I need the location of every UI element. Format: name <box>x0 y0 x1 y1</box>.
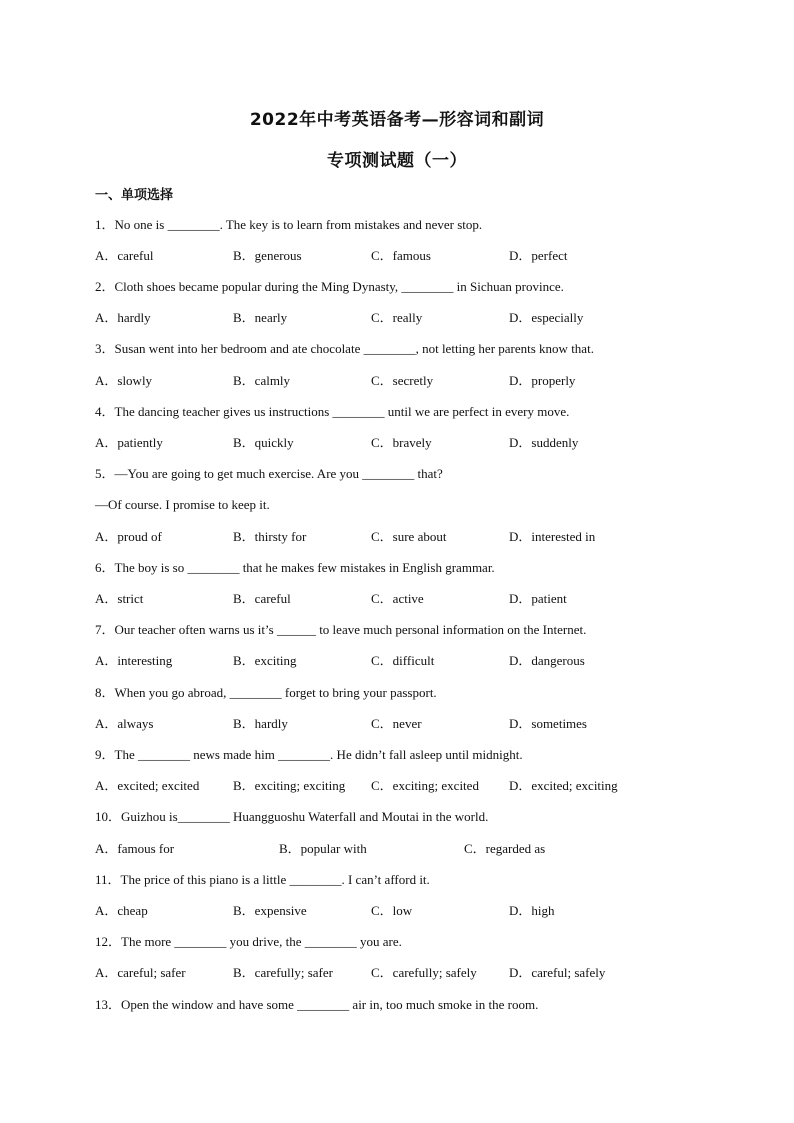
option-d: D．high <box>509 903 555 918</box>
option-c: C．difficult <box>371 653 435 668</box>
option-a: A．interesting <box>95 653 173 668</box>
option-d: D．excited; exciting <box>509 778 618 793</box>
document-title: 2022年中考英语备考—形容词和副词 <box>249 110 545 130</box>
option-c: C．really <box>371 310 423 325</box>
question-10: 10．Guizhou is________ Huangguoshu Waterfall and Moutai in the world. <box>95 809 489 824</box>
option-d: D．perfect <box>509 248 568 263</box>
question-4: 4．The dancing teacher gives us instructions ________ until we are perfect in every move. <box>95 404 570 419</box>
option-d: D．suddenly <box>509 435 579 450</box>
question-1-options <box>95 247 715 265</box>
option-d: D．especially <box>509 310 584 325</box>
option-d: D．dangerous <box>509 653 585 668</box>
question-12: 12．The more ________ you drive, the ________ you are. <box>95 934 402 949</box>
question-6: 6．The boy is so ________ that he makes few mistakes in English grammar. <box>95 560 495 575</box>
option-a: A．careful <box>95 248 154 263</box>
option-c: C．exciting; excited <box>371 778 479 793</box>
option-a: A．cheap <box>95 903 148 918</box>
option-c: C．active <box>371 591 424 606</box>
option-c: C．sure about <box>371 529 447 544</box>
question-3-options <box>95 372 715 390</box>
option-a: A．proud of <box>95 529 162 544</box>
option-d: D．careful; safely <box>509 965 606 980</box>
option-b: B．calmly <box>233 373 291 388</box>
option-c: C．secretly <box>371 373 434 388</box>
option-b: B．expensive <box>233 903 307 918</box>
option-a: A．excited; excited <box>95 778 200 793</box>
option-b: B．quickly <box>233 435 294 450</box>
question-8-options <box>95 715 715 733</box>
option-b: B．thirsty for <box>233 529 307 544</box>
option-c: C．low <box>371 903 413 918</box>
option-d: D．interested in <box>509 529 596 544</box>
option-b: B．generous <box>233 248 302 263</box>
option-c: C．bravely <box>371 435 432 450</box>
question-5: 5．—You are going to get much exercise. Are you ________ that? <box>95 466 443 481</box>
option-b: B．careful <box>233 591 291 606</box>
question-12-options <box>95 964 715 982</box>
option-d: D．properly <box>509 373 576 388</box>
option-a: A．strict <box>95 591 144 606</box>
question-2: 2．Cloth shoes became popular during the Ming Dynasty, ________ in Sichuan province. <box>95 279 564 294</box>
question-1: 1．No one is ________. The key is to learn from mistakes and never stop. <box>95 217 483 232</box>
question-9-options <box>95 777 715 795</box>
question-7-options <box>95 652 715 670</box>
question-6-options <box>95 590 715 608</box>
option-d: D．patient <box>509 591 567 606</box>
option-b: B．carefully; safer <box>233 965 333 980</box>
question-10-options <box>95 840 715 858</box>
option-b: B．popular with <box>279 841 367 856</box>
option-a: A．careful; safer <box>95 965 186 980</box>
option-b: B．nearly <box>233 310 288 325</box>
option-a: A．slowly <box>95 373 153 388</box>
option-b: B．hardly <box>233 716 288 731</box>
option-b: B．exciting; exciting <box>233 778 346 793</box>
section-heading: 一、单项选择 <box>95 188 174 203</box>
question-5-reply: —Of course. I promise to keep it. <box>95 497 270 512</box>
option-a: A．always <box>95 716 154 731</box>
question-2-options <box>95 309 715 327</box>
option-c: C．carefully; safely <box>371 965 477 980</box>
question-7: 7．Our teacher often warns us it’s ______ to leave much personal information on the Internet. <box>95 622 587 637</box>
question-13: 13．Open the window and have some ________ air in, too much smoke in the room. <box>95 997 539 1012</box>
question-11-options <box>95 902 715 920</box>
document-subtitle: 专项测试题（一） <box>327 151 467 171</box>
question-3: 3．Susan went into her bedroom and ate chocolate ________, not letting her parents know that. <box>95 341 594 356</box>
question-5-options <box>95 528 715 546</box>
question-11: 11．The price of this piano is a little ________. I can’t afford it. <box>95 872 430 887</box>
option-a: A．patiently <box>95 435 163 450</box>
option-c: C．famous <box>371 248 431 263</box>
question-4-options <box>95 434 715 452</box>
question-8: 8．When you go abroad, ________ forget to bring your passport. <box>95 685 437 700</box>
option-a: A．famous for <box>95 841 175 856</box>
option-b: B．exciting <box>233 653 297 668</box>
question-9: 9．The ________ news made him ________. He didn’t fall asleep until midnight. <box>95 747 523 762</box>
option-a: A．hardly <box>95 310 151 325</box>
option-c: C．regarded as <box>464 841 546 856</box>
option-d: D．sometimes <box>509 716 587 731</box>
option-c: C．never <box>371 716 422 731</box>
